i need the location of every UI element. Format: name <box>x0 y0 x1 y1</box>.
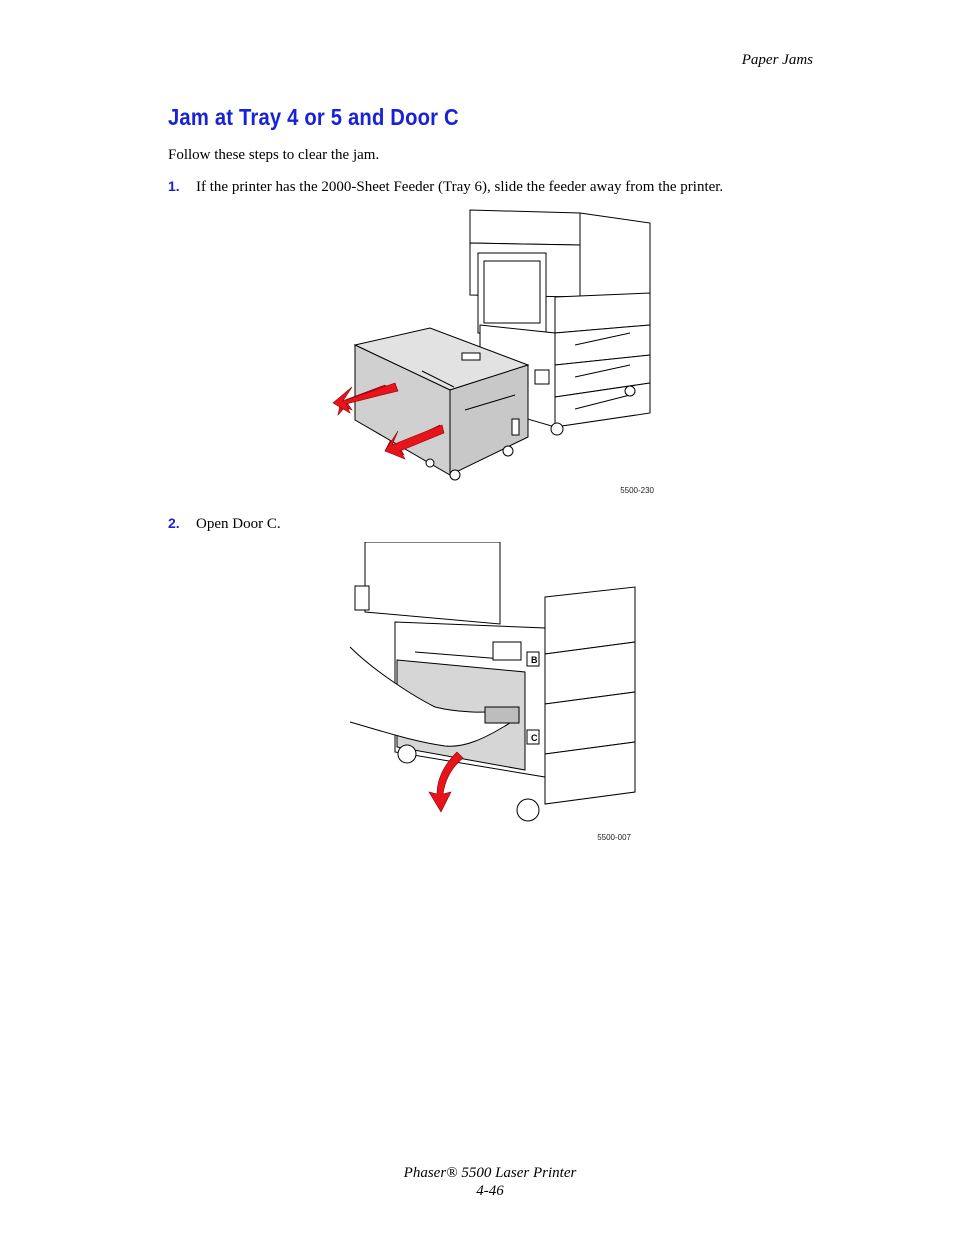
page-title: Jam at Tray 4 or 5 and Door C <box>168 104 459 130</box>
step-number: 2. <box>168 515 180 531</box>
figure-id: 5500-230 <box>620 486 654 495</box>
step-text: If the printer has the 2000-Sheet Feeder (Tray 6), slide the feeder away from the printer. <box>196 179 724 195</box>
figure-feeder-slide <box>330 205 660 495</box>
printer-feeder-illustration <box>330 205 660 495</box>
page-footer <box>0 1164 954 1200</box>
door-c-illustration <box>345 542 637 842</box>
footer-page-number: 4-46 <box>476 1183 504 1199</box>
step-2 <box>168 515 281 533</box>
door-c-label: C <box>531 733 538 743</box>
running-header: Paper Jams <box>741 52 813 68</box>
intro-text: Follow these steps to clear the jam. <box>168 147 380 163</box>
step-number: 1. <box>168 178 180 194</box>
step-1 <box>168 178 723 196</box>
step-text: Open Door C. <box>196 516 281 532</box>
door-b-label: B <box>531 655 538 665</box>
figure-id: 5500-007 <box>597 833 631 842</box>
figure-open-door-c <box>345 542 637 842</box>
footer-product: Phaser® 5500 Laser Printer <box>403 1165 577 1181</box>
